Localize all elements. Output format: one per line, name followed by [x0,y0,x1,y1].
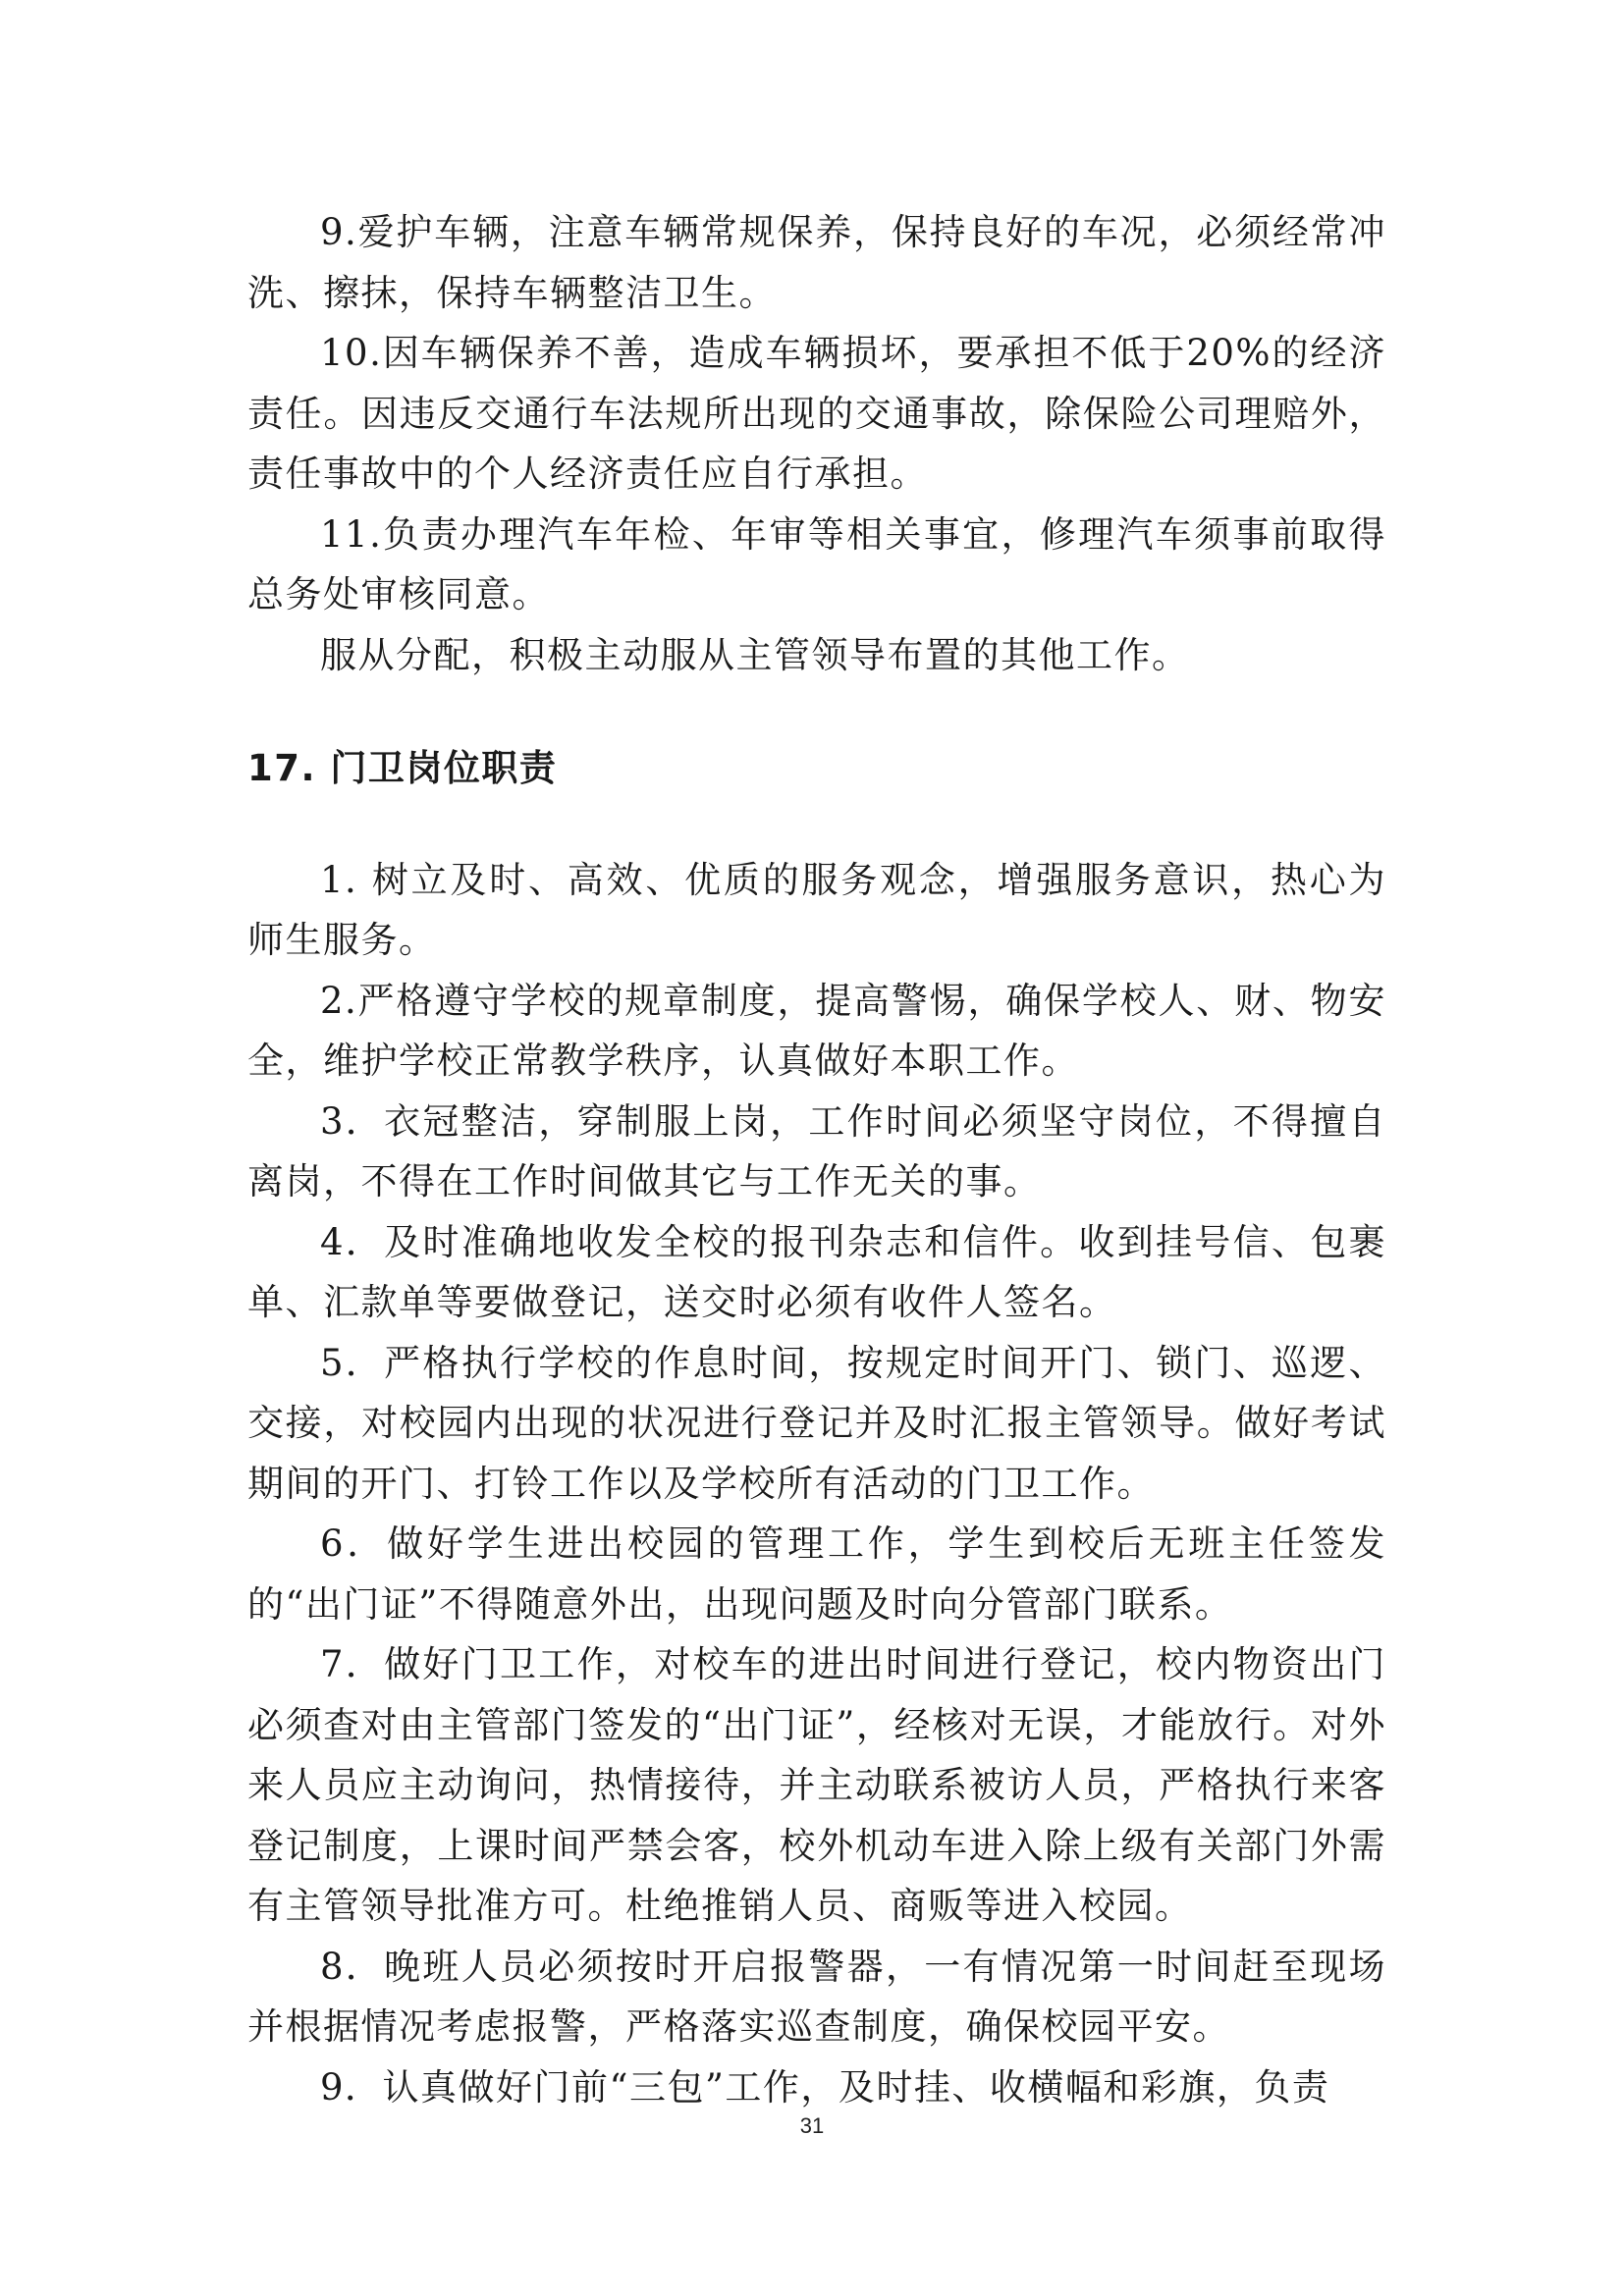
gatekeeper-item-8: 8．晚班人员必须按时开启报警器，一有情况第一时间赶至现场并根据情况考虑报警，严格落实巡查制度，确保校园平安。 [247,1945,1386,2048]
gatekeeper-item-7: 7．做好门卫工作，对校车的进出时间进行登记，校内物资出门必须查对由主管部门签发的“出门证”，经核对无误，才能放行。对外来人员应主动询问，热情接待，并主动联系被访人员，严格执行来客登记制度，上课时间严禁会客，校外机动车进入除上级有关部门外需有主管领导批准方可。杜绝推销人员、商贩等进入校园。 [247,1643,1386,1927]
gatekeeper-item-1: 1. 树立及时、高效、优质的服务观念，增强服务意识，热心为师生服务。 [247,858,1386,961]
gatekeeper-item-3: 3．衣冠整洁，穿制服上岗，工作时间必须坚守岗位，不得擅自离岗，不得在工作时间做其它与工作无关的事。 [247,1099,1386,1202]
gatekeeper-item-6: 6．做好学生进出校园的管理工作，学生到校后无班主任签发的“出门证”不得随意外出，出现问题及时向分管部门联系。 [247,1522,1386,1626]
paragraph-item-10: 10.因车辆保养不善，造成车辆损坏，要承担不低于20%的经济责任。因违反交通行车法规所出现的交通事故，除保险公司理赔外，责任事故中的个人经济责任应自行承担。 [247,332,1386,495]
page-number: 31 [799,2113,825,2138]
page-content [247,202,1386,2117]
gatekeeper-item-5: 5．严格执行学校的作息时间，按规定时间开门、锁门、巡逻、交接，对校园内出现的状况进行登记并及时汇报主管领导。做好考试期间的开门、打铃工作以及学校所有活动的门卫工作。 [247,1341,1386,1505]
gatekeeper-item-4: 4．及时准确地收发全校的报刊杂志和信件。收到挂号信、包裹单、汇款单等要做登记，送交时必须有收件人签名。 [247,1220,1386,1323]
gatekeeper-item-9: 9．认真做好门前“三包”工作，及时挂、收横幅和彩旗，负责 [320,2065,1330,2109]
section-heading: 17. 门卫岗位职责 [247,747,558,789]
paragraph-other-duties: 服从分配，积极主动服从主管领导布置的其他工作。 [320,633,1190,676]
gatekeeper-item-2: 2.严格遵守学校的规章制度，提高警惕，确保学校人、财、物安全，维护学校正常教学秩序，认真做好本职工作。 [247,979,1386,1082]
paragraph-item-9: 9.爱护车辆，注意车辆常规保养，保持良好的车况，必须经常冲洗、擦抹，保持车辆整洁卫生。 [247,211,1386,314]
paragraph-item-11: 11.负责办理汽车年检、年审等相关事宜，修理汽车须事前取得总务处审核同意。 [247,512,1386,615]
